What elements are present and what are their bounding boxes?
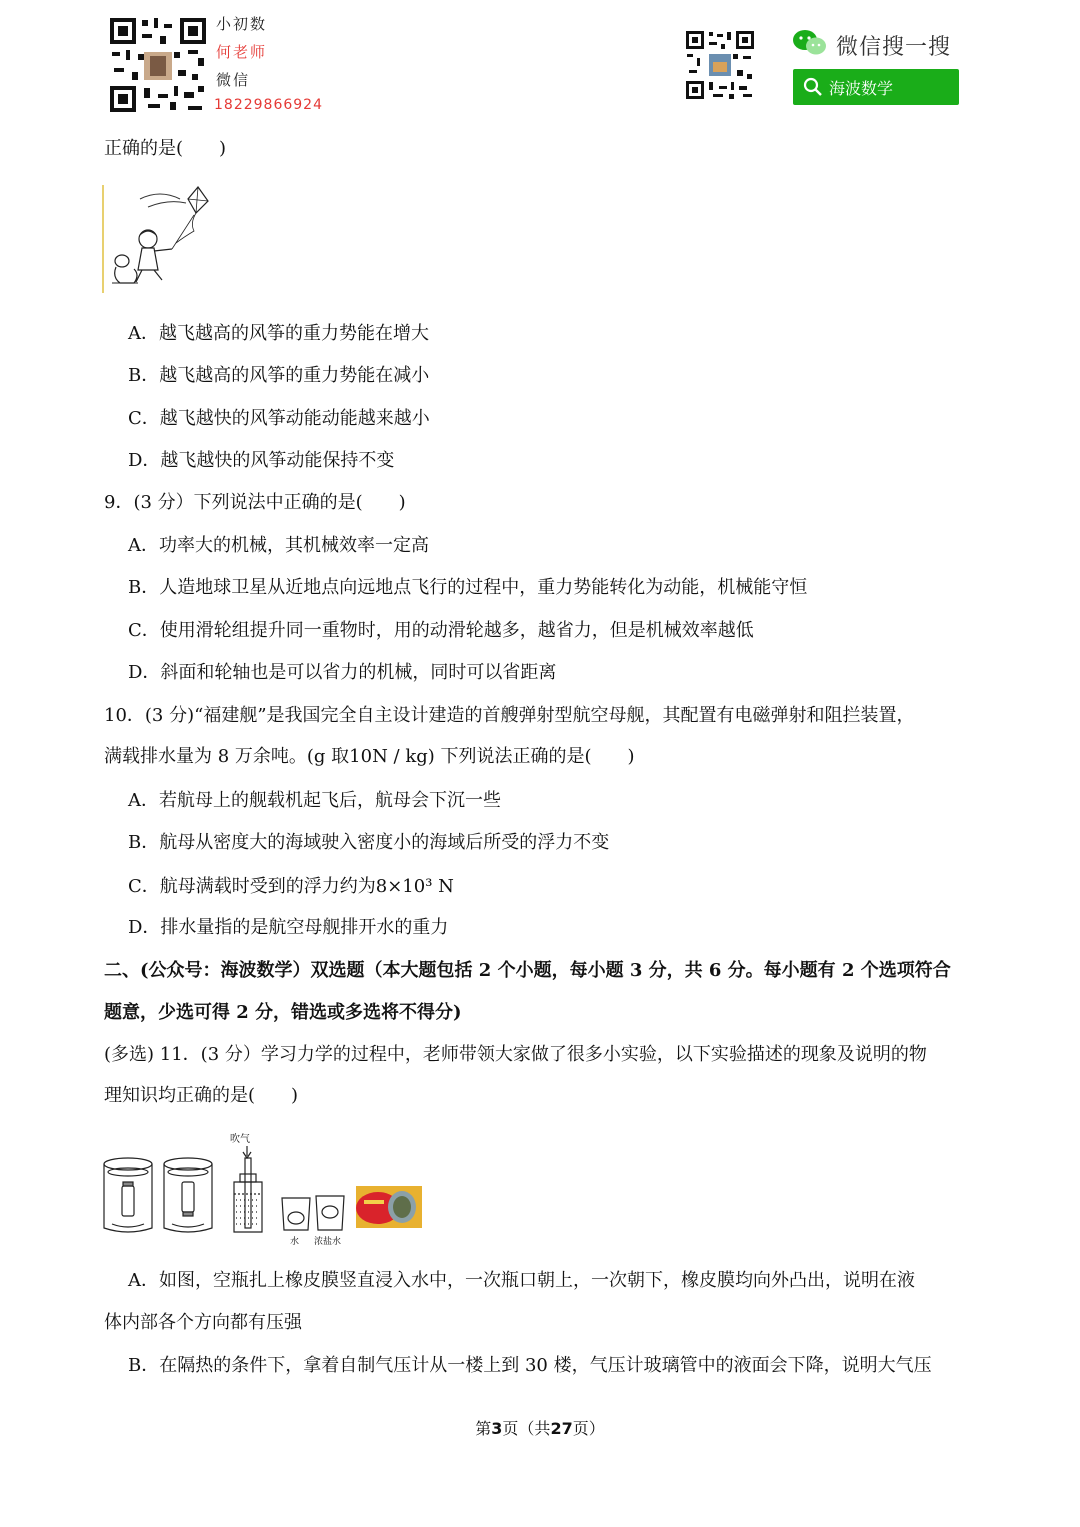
page-footer (0, 1416, 1080, 1439)
qr-code-left (108, 16, 208, 114)
blow-label: 吹气 (230, 1134, 250, 1145)
footer-total: 27 (550, 1419, 573, 1438)
q10-stem-line1: 10．(3 分)“福建舰”是我国完全自主设计建造的首艘弹射型航空母舰，其配置有电磁弹射和阻拦装置， (104, 705, 915, 726)
section2-heading-line2: 题意，少选可得 2 分，错选或多选将不得分) (104, 1002, 462, 1023)
water-cup (282, 1198, 310, 1230)
q11-option-a-line2: 体内部各个方向都有压强 (104, 1312, 302, 1333)
q9-option-b: B．人造地球卫星从近地点向远地点飞行的过程中，重力势能转化为动能，机械能守恒 (128, 577, 808, 598)
q8-option-a: A．越飞越高的风筝的重力势能在增大 (128, 323, 429, 344)
contact-line-3: 微信 (216, 71, 251, 89)
wechat-search-button[interactable] (793, 69, 959, 105)
section2-heading-line1: 二、(公众号：海波数学）双选题（本大题包括 2 个小题，每小题 3 分，共 6 分。每小题有 2 个选项符合 (104, 960, 951, 981)
q8-option-d: D．越飞越快的风筝动能保持不变 (128, 450, 395, 471)
q9-option-d: D．斜面和轮轴也是可以省力的机械，同时可以省距离 (128, 662, 557, 683)
beaker-bottle-down (164, 1158, 212, 1232)
q9-option-a: A．功率大的机械，其机械效率一定高 (128, 535, 429, 556)
q11-stem-line1: (多选) 11．(3 分）学习力学的过程中，老师带领大家做了很多小实验，以下实验描述的现象及说明的物 (104, 1044, 927, 1065)
q9-stem: 9．(3 分）下列说法中正确的是( ) (104, 492, 406, 513)
brine-cup (316, 1196, 344, 1230)
water-label: 水 (290, 1237, 300, 1247)
q8-option-c: C．越飞越快的风筝动能动能越来越小 (128, 408, 430, 429)
q11-stem-line2: 理知识均正确的是( ) (104, 1085, 299, 1106)
footer-prefix: 第 (475, 1419, 492, 1438)
footer-suffix: 页） (572, 1419, 605, 1438)
wechat-search-title: 微信搜一搜 (836, 35, 952, 60)
wechat-icon (792, 28, 828, 58)
q10-option-d: D．排水量指的是航空母舰排开水的重力 (128, 917, 449, 938)
q10-option-c: C．航母满载时受到的浮力约为8×10³ N (128, 876, 454, 897)
wechat-search-label: 海波数学 (829, 79, 894, 98)
q9-option-c: C．使用滑轮组提升同一重物时，用的动滑轮越多，越省力，但是机械效率越低 (128, 620, 754, 641)
footer-mid: 页（共 (502, 1419, 551, 1438)
can-photo (356, 1186, 422, 1228)
qr-code-right (685, 30, 755, 100)
contact-line-2: 何老师 (216, 43, 268, 61)
q10-option-b: B．航母从密度大的海域驶入密度小的海域后所受的浮力不变 (128, 832, 610, 853)
q11-experiment-figure (102, 1128, 426, 1250)
contact-phone: 18229866924 (214, 97, 323, 113)
beaker-bottle-up (104, 1158, 152, 1232)
q8-option-b: B．越飞越高的风筝的重力势能在减小 (128, 365, 430, 386)
barometer-bottle (234, 1146, 262, 1232)
q10-option-a: A．若航母上的舰载机起飞后，航母会下沉一些 (128, 790, 501, 811)
search-icon (803, 77, 823, 97)
q11-option-b-line1: B．在隔热的条件下，拿着自制气压计从一楼上到 30 楼，气压计玻璃管中的液面会下降，说明大气压 (128, 1355, 932, 1376)
q10-stem-line2: 满载排水量为 8 万余吨。(g 取10N / kg) 下列说法正确的是( ) (104, 746, 635, 767)
brine-label: 浓盐水 (314, 1237, 342, 1247)
q11-option-a-line1: A．如图，空瓶扎上橡皮膜竖直浸入水中，一次瓶口朝上，一次朝下，橡皮膜均向外凸出，说明在液 (128, 1270, 915, 1291)
footer-page: 3 (491, 1419, 503, 1438)
contact-line-1: 小初数 (216, 15, 268, 33)
kite-boy-figure (102, 183, 212, 295)
q8-stem-tail: 正确的是( ) (104, 138, 227, 159)
